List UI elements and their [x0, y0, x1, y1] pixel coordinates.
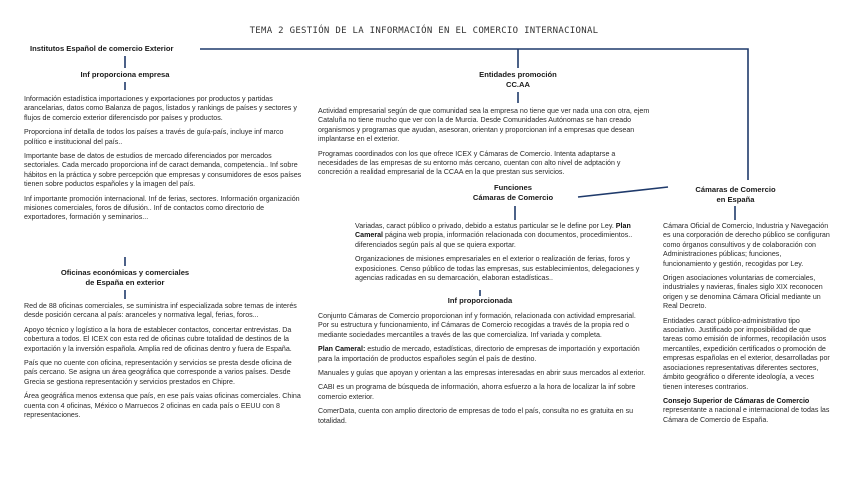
header-funciones	[448, 183, 578, 203]
inf-para-1: Conjunto Cámaras de Comercio proporcionan inf y formación, relacionada con actividad empresarial. Por su estructura y funcionamiento, inf Cámaras de Comercio recogidas a través de la propia red o mediante sociedades mercantiles a través de las que comercializa. Inf variada y completa.	[318, 312, 636, 339]
consejo-superior-text: representante a nacional e internacional de todas las Cámara de Comercio de España.	[663, 406, 830, 424]
header-camaras-espana	[668, 185, 803, 205]
inf-plan-cameral: Plan Cameral:	[318, 345, 366, 354]
left-para-2: Proporciona inf detalla de todos los países a través de guía-país, incluye inf marco político e institucional del país..	[24, 128, 284, 146]
camaras-para-3: Entidades caract público-administrativo tipo asociativo. Justificado por imposibilidad de que tareas como emisión de informes, recopilación usos mercantiles, expedición certificados o promoción de empresas españolas en el exterior, desarrolladas por asociaciones representativas diferentes sectores, ámbito geográfico o diferente ideología, a veces tienen intereses contrarios.	[663, 316, 830, 391]
camaras-para-consejo	[663, 397, 831, 425]
header-oficinas	[35, 268, 215, 288]
funciones-para-1	[355, 222, 651, 250]
consejo-superior-label: Consejo Superior de Cámaras de Comercio	[663, 396, 810, 405]
funciones-list	[355, 222, 651, 288]
oficinas-para-4: Área geográfica menos extensa que país, en ese país vaias oficinas comerciales. China cuenta con 4 oficinas, México o Marruecos 2 oficinas en cada país o EEUU con 8 representaciones.	[24, 392, 301, 420]
inf-para-2	[318, 345, 648, 364]
oficinas-para-2: Apoyo técnico y logístico a la hora de establecer contactos, concertar entrevistas. Da cobertura a todos. El ICEX con esta red de oficinas cubre totalidad de destinos de la exportación y la inversión española. Amplia red de oficinas dentro y fuera de España.	[24, 325, 292, 353]
left-para-3: Importante base de datos de estudios de mercado diferenciados por mercados sectoriales. Cada mercado proporciona inf de caract demanda, competencia.. Inf sobre hábitos en la práctica y sobre percepción que empresas y consumidores de esos países tienen sobre poductos españoles y la imagen del país.	[24, 152, 302, 189]
oficinas-para-1: Red de 88 oficinas comerciales, se suministra inf especializada sobre temas de interés desde posición cercana al país: aranceles y normativa legal, ferias, foros...	[24, 302, 297, 320]
funciones-p1-rest: página web propia, información relacionada con documentos, procedimientos.. diferenciados según país al que se quiera exportar.	[355, 231, 633, 249]
header-inf-proporcionada: Inf proporcionada	[447, 296, 513, 305]
entidades-para-2: Programas coordinados con los que ofrece ICEX y Cámaras de Comercio. Intenta adaptarse a necesidades de las empresas de su entorno más cercano, cuentan con alto nivel de adptación y concreción a realidad empresarial de la CCAA en la que prestan sus servicios.	[318, 149, 621, 177]
header-camaras-line1: Cámaras de Comercio	[695, 185, 776, 194]
header-entidades-line1: Entidades promoción	[479, 70, 557, 79]
left-para-1: Información estadística importaciones y exportaciones por productos y partidas arancelarias, datos como Balanza de pagos, listados y rankings de países y sectores y flujos de comercio exterior diferencisdo por países y productos.	[24, 95, 297, 122]
left-oficinas-list	[24, 302, 302, 425]
inf-proporcionada-list	[318, 312, 648, 431]
inf-para-4: CABI es un programa de búsqueda de información, ahorra esfuerzo a la hora de localizar la inf sobre comercio exterior.	[318, 383, 636, 401]
funciones-plan-cameral: Plan Cameral	[355, 222, 631, 240]
page-title: TEMA 2 GESTIÓN DE LA INFORMACIÓN EN EL COMERCIO INTERNACIONAL	[249, 26, 599, 36]
right-camaras-list	[663, 222, 831, 430]
inf-para-5: ComerData, cuenta con amplio directorio de empresas de todo el país, consulta no es gratuita en su totalidad.	[318, 407, 634, 425]
inf-para-3: Manuales y guías que apoyan y orientan a las empresas interesadas en abrir suus mercados al exterior.	[318, 369, 646, 378]
camaras-para-2: Origen asociaciones voluntarias de comerciales, industriales y navieras, finales siglo XIX reconocen origen y se denomina Cámara Oficial mediante un Real Decreto.	[663, 274, 823, 311]
header-entidades	[448, 70, 588, 90]
header-inf-empresa: Inf proporciona empresa	[80, 70, 170, 79]
connector-funciones-camaras	[578, 187, 668, 197]
header-funciones-line1: Funciones	[494, 183, 532, 192]
header-funciones-line2: Cámaras de Comercio	[472, 193, 554, 202]
left-para-4: Inf importante promoción internacional. Inf de ferias, sectores. Información organización misiones comerciales, foros de difusión.. Inf de contactos como directorio de exportadores, formación y seminarios...	[24, 194, 300, 222]
entidades-para-1: Actividad empresarial según de que comunidad sea la empresa no tiene que ver nada una con otra, ejem Cataluña no tiene mucho que ver con la de Murcia. Desde Comunidades Autónomas se han creado organismos y programas que ayudan, asesoran, orientan y proporcionan inf a empresas que desean implantarse en el exterior.	[318, 107, 650, 144]
header-oficinas-line1: Oficinas económicas y comerciales	[60, 268, 190, 277]
header-entidades-line2: CC.AA	[505, 80, 531, 89]
middle-entidades-list	[318, 107, 654, 183]
funciones-para-2: Organizaciones de misiones empresariales en el exterior o realización de ferias, foros y exposiciones. Censo público de todas las empresas, sus establecimientos, delegaciones y agencias radicadas en su demarcación, elaboran estadísticas..	[355, 255, 640, 283]
left-info-list	[24, 95, 302, 228]
header-oficinas-line2: de España en exterior	[85, 278, 165, 287]
header-institutos: Institutos Español de comercio Exterior	[30, 44, 174, 53]
funciones-p1-text: Variadas, caract público o privado, debido a estatus particular se le define por Ley.	[355, 222, 614, 230]
oficinas-para-3: País que no cuente con oficina, representación y servicios se presta desde oficina de país cercano. Se asigna un área geográfica que corresponde a varios países. Desde Grecia se gestiona representación y servicios prestados en Chipre.	[24, 359, 292, 386]
camaras-para-1: Cámara Oficial de Comercio, Industria y Navegación es una corporación de derecho público se configuran como órganos consultivos y de colaboración con Administraciones públicas; funciones, funcionamiento y gestión, recogidas por Ley.	[663, 222, 830, 268]
header-camaras-line2: en España	[716, 195, 755, 204]
inf-p2-rest: estudio de mercado, estadísticas, directorio de empresas de importación y exportación para la importación de productos españoles según el país de destino.	[318, 345, 640, 363]
